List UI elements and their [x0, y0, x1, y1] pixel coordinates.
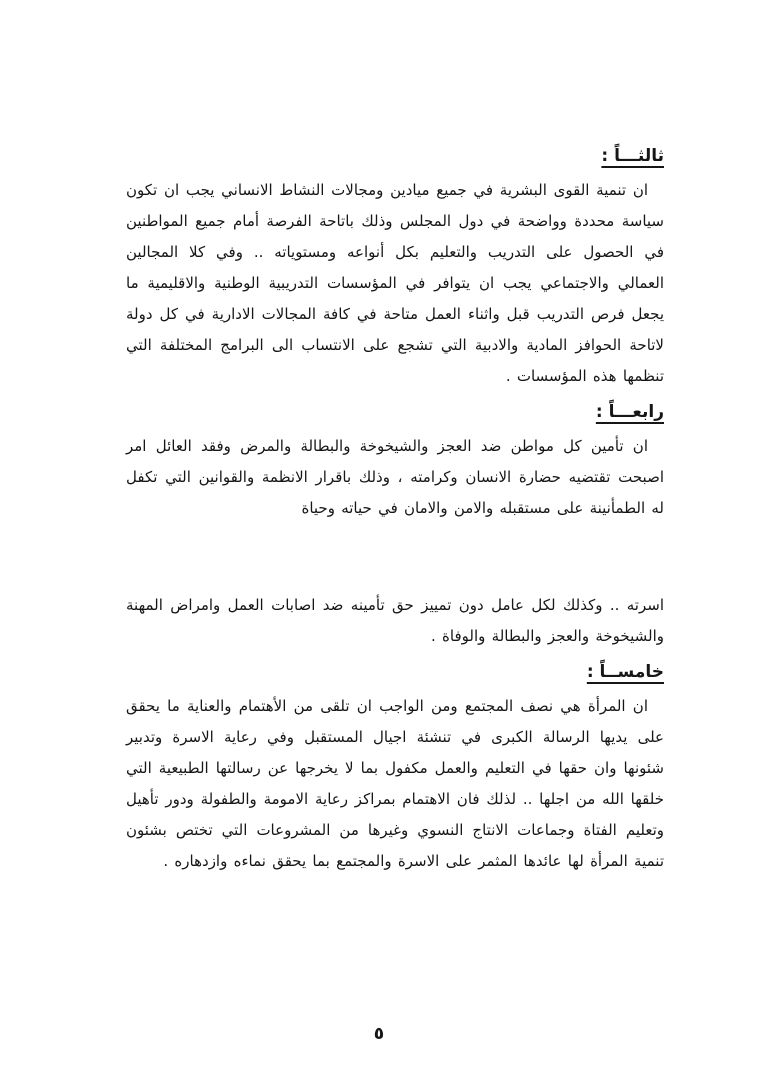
section-heading-fourth: رابعـــاً : — [595, 402, 664, 422]
section-fifth-paragraph: ان المرأة هي نصف المجتمع ومن الواجب ان تلقى من الأهتمام والعناية ما يحقق على يديها الرسالة الكبرى في تنشئة اجيال المستقبل وفي رعاية الاسرة وتدبير شئونها وان حقها في التعليم والعمل مكفول بما لا يخرجها عن رسالتها الطبيعية التي خلقها الله من اجلها .. لذلك فان الاهتمام بمراكز رعاية الامومة والطفولة ودور تأهيل وتعليم الفتاة وجماعات الانتاج النسوي وغيرها من المشروعات التي تختص بشئون تنمية المرأة لها عائدها المثمر على الاسرة والمجتمع بما يحقق نماءه وازدهاره . — [126, 697, 664, 870]
blank-scan-gap — [126, 534, 664, 590]
section-third-paragraph: ان تنمية القوى البشرية في جميع ميادين ومجالات النشاط الانساني يجب ان تكون سياسة محددة وواضحة في دول المجلس وذلك باتاحة الفرصة أمام جميع المواطنين في الحصول على التدريب والتعليم بكل أنواعه ومستوياته .. وفي كلا المجالين العمالي والاجتماعي يجب ان يتوافر في المؤسسات التدريبية الوطنية والاقليمية ما يجعل فرص التدريب قبل واثناء العمل متاحة في كافة المجالات الادارية في كل دولة لاتاحة الحوافز المادية والادبية التي تشجع على الانتساب الى البرامج المختلفة التي تنظمها هذه المؤسسات . — [126, 181, 664, 385]
section-heading-fifth: خامســاً : — [586, 662, 664, 682]
page-content — [126, 146, 664, 887]
section-fourth-paragraph-continuation: اسرته .. وكذلك لكل عامل دون تمييز حق تأمينه ضد اصابات العمل وامراض المهنة والشيخوخة والعجز والبطالة والوفاة . — [126, 596, 664, 645]
page-number: ٥ — [373, 1024, 385, 1044]
section-heading-third: ثالثـــاً : — [601, 146, 664, 166]
section-fourth-paragraph: ان تأمين كل مواطن ضد العجز والشيخوخة والبطالة والمرض وفقد العائل امر اصبحت تقتضيه حضارة الانسان وكرامته ، وذلك باقرار الانظمة والقوانين التي تكفل له الطمأنينة على مستقبله والامن والامان في حياته وحياة — [126, 437, 664, 517]
